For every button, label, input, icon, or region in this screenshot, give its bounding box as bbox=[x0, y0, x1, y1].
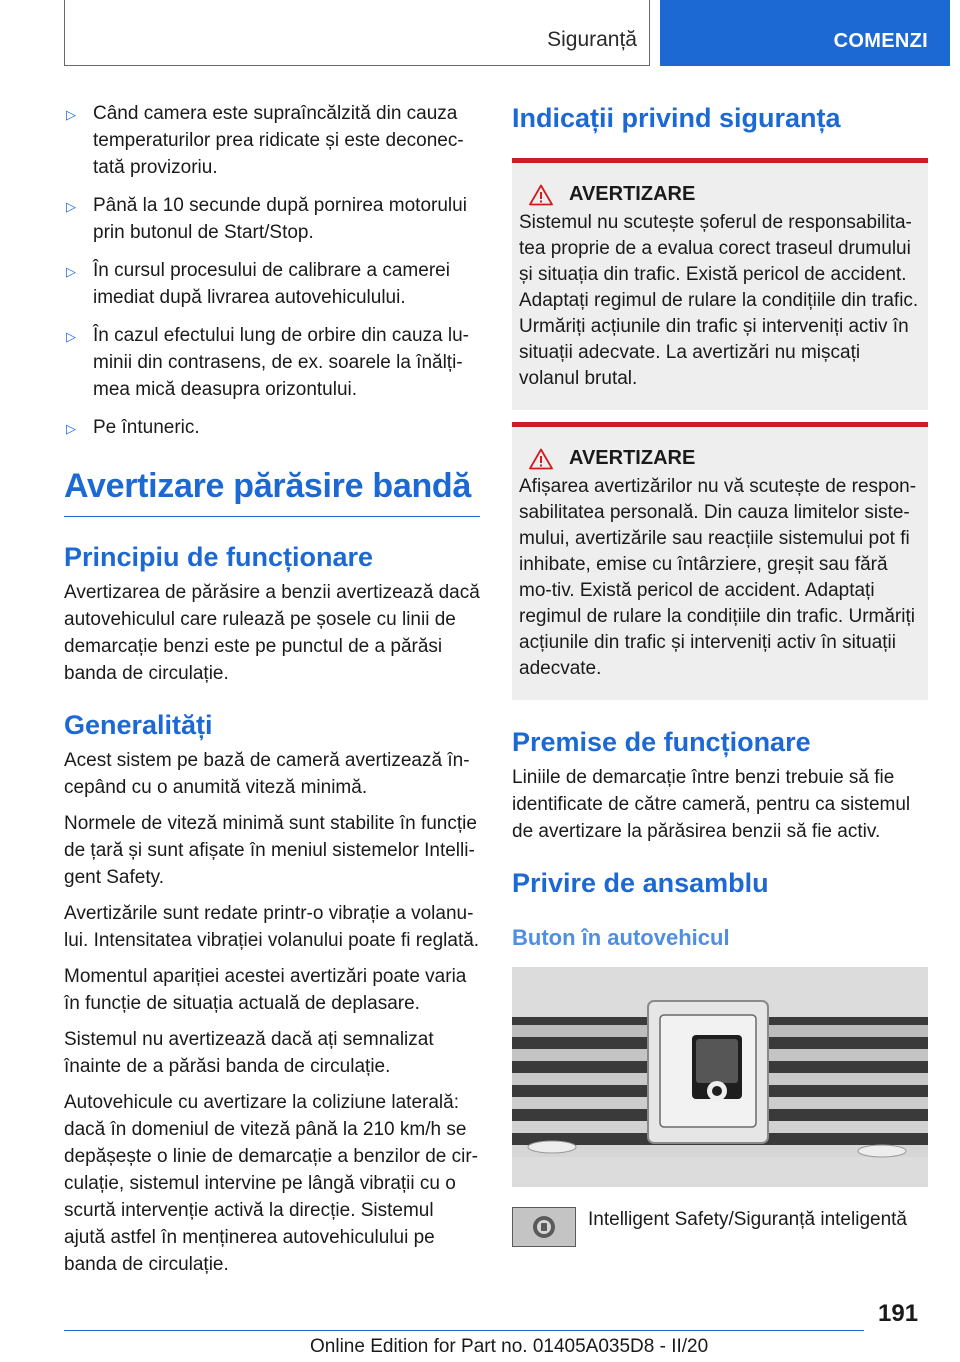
caption-text: Intelligent Safety/Siguranță inteligentă bbox=[588, 1209, 907, 1230]
button-caption bbox=[512, 1207, 928, 1247]
paragraph: Avertizările sunt redate printr-o vibrație a volanu-lui. Intensitatea vibrației volanului poate fi reglată. bbox=[64, 903, 480, 951]
premises-heading: Premise de funcționare bbox=[512, 727, 811, 757]
triangle-right-icon: ▷ bbox=[66, 264, 76, 279]
premises-text: Liniile de demarcație între benzi trebuie să fie identificate de către cameră, pentru ca sistemul de avertizare la părăsirea benzii să fie activ. bbox=[512, 767, 911, 842]
page-number: 191 bbox=[878, 1300, 919, 1327]
warning-text: Afișarea avertizărilor nu vă scutește de respon-sabilitatea personală. Din cauza limitelor siste-mului, avertizările sau reacțiile sistemului pot fi inhibate, emise cu întârziere, greșit sau fără mo-tiv. Există pericol de accident. Adaptați regimul de rulare la condițiile din trafic. Urmăriți acțiunile din trafic și interveniți activ în situații adecvate. bbox=[519, 476, 917, 679]
triangle-right-icon: ▷ bbox=[66, 199, 76, 214]
list-item: ▷ Până la 10 secunde după pornirea motorului prin butonul de Start/Stop. bbox=[66, 195, 467, 243]
section-title: Avertizare părăsire bandă bbox=[64, 467, 480, 517]
paragraph: Acest sistem pe bază de cameră avertizează în-cepând cu o anumită viteză minimă. bbox=[64, 750, 470, 798]
edition-text: Online Edition for Part no. 01405A035D8 - II/20 bbox=[310, 1336, 709, 1357]
list-item: ▷ Când camera este supraîncălzită din cauza temperaturilor prea ridicate și este deconec-tată provizoriu. bbox=[66, 103, 464, 178]
principle-heading: Principiu de funcționare bbox=[64, 542, 374, 572]
warning-box bbox=[512, 422, 928, 700]
right-column bbox=[512, 100, 928, 1247]
paragraph: Momentul apariției acestei avertizări poate varia în funcție de situația actuală de deplasare. bbox=[64, 966, 467, 1014]
warning-box bbox=[512, 158, 928, 410]
list-item: ▷ În cazul efectului lung de orbire din cauza lu-minii din contrasens, de ex. soarele la înălți-mea mică deasupra orizontului. bbox=[66, 325, 470, 400]
general-heading: Generalități bbox=[64, 710, 213, 740]
triangle-right-icon: ▷ bbox=[66, 329, 76, 344]
header-chapter-tab bbox=[660, 0, 950, 66]
list-item: ▷ În cursul procesului de calibrare a camerei imediat după livrarea autovehiculului. bbox=[66, 260, 450, 308]
footer-divider bbox=[64, 1330, 864, 1331]
warning-text: Sistemul nu scutește șoferul de responsabilita-tea proprie de a evalua corect traseul drumului și situația din trafic. Există pericol de accident. Adaptați regimul de rulare la condițiile din trafic. Urmăriți acțiunile din trafic și interveniți activ în situații adecvate. La avertizări nu mișcați volanul brutal. bbox=[519, 212, 919, 389]
vent-button-illustration bbox=[512, 967, 928, 1187]
paragraph: Normele de viteză minimă sunt stabilite în funcție de țară și sunt afișate în meniul sistemelor Intelli-gent Safety. bbox=[64, 813, 477, 888]
triangle-right-icon: ▷ bbox=[66, 421, 76, 436]
paragraph: Autovehicule cu avertizare la coliziune laterală: dacă în domeniul de viteză până la 210 km/h se depășește o linie de demarcație a benzilor de cir-culație, sistemul intervine pe lângă vibrații cu o scurtă intervenție activă la direcție. Sistemul ajută astfel în menținerea autovehiculului pe banda de circulație. bbox=[64, 1092, 479, 1275]
safety-heading: Indicații privind siguranța bbox=[512, 103, 841, 133]
overview-heading: Privire de ansamblu bbox=[512, 868, 769, 898]
button-photo bbox=[512, 967, 928, 1187]
paragraph: Sistemul nu avertizează dacă ați semnalizat înainte de a părăsi banda de circulație. bbox=[64, 1029, 434, 1077]
warning-triangle-icon bbox=[529, 448, 553, 470]
triangle-right-icon: ▷ bbox=[66, 107, 76, 122]
left-column bbox=[64, 100, 480, 1287]
header-section-tab bbox=[64, 0, 650, 66]
warning-title: AVERTIZARE bbox=[569, 447, 696, 469]
overview-subheading: Buton în autovehicul bbox=[512, 925, 730, 950]
list-item: ▷ Pe întuneric. bbox=[64, 414, 480, 441]
section-label: Siguranță bbox=[547, 28, 637, 51]
principle-text: Avertizarea de părăsire a benzii avertizează dacă autovehiculul care rulează pe șosele cu linii de demarcație benzi este pe punctul de a părăsi banda de circulație. bbox=[64, 582, 480, 684]
chapter-label: COMENZI bbox=[833, 30, 928, 52]
warning-triangle-icon bbox=[529, 184, 553, 206]
intelligent-safety-icon bbox=[512, 1207, 576, 1247]
conditions-list bbox=[64, 100, 480, 441]
warning-title: AVERTIZARE bbox=[569, 183, 696, 205]
